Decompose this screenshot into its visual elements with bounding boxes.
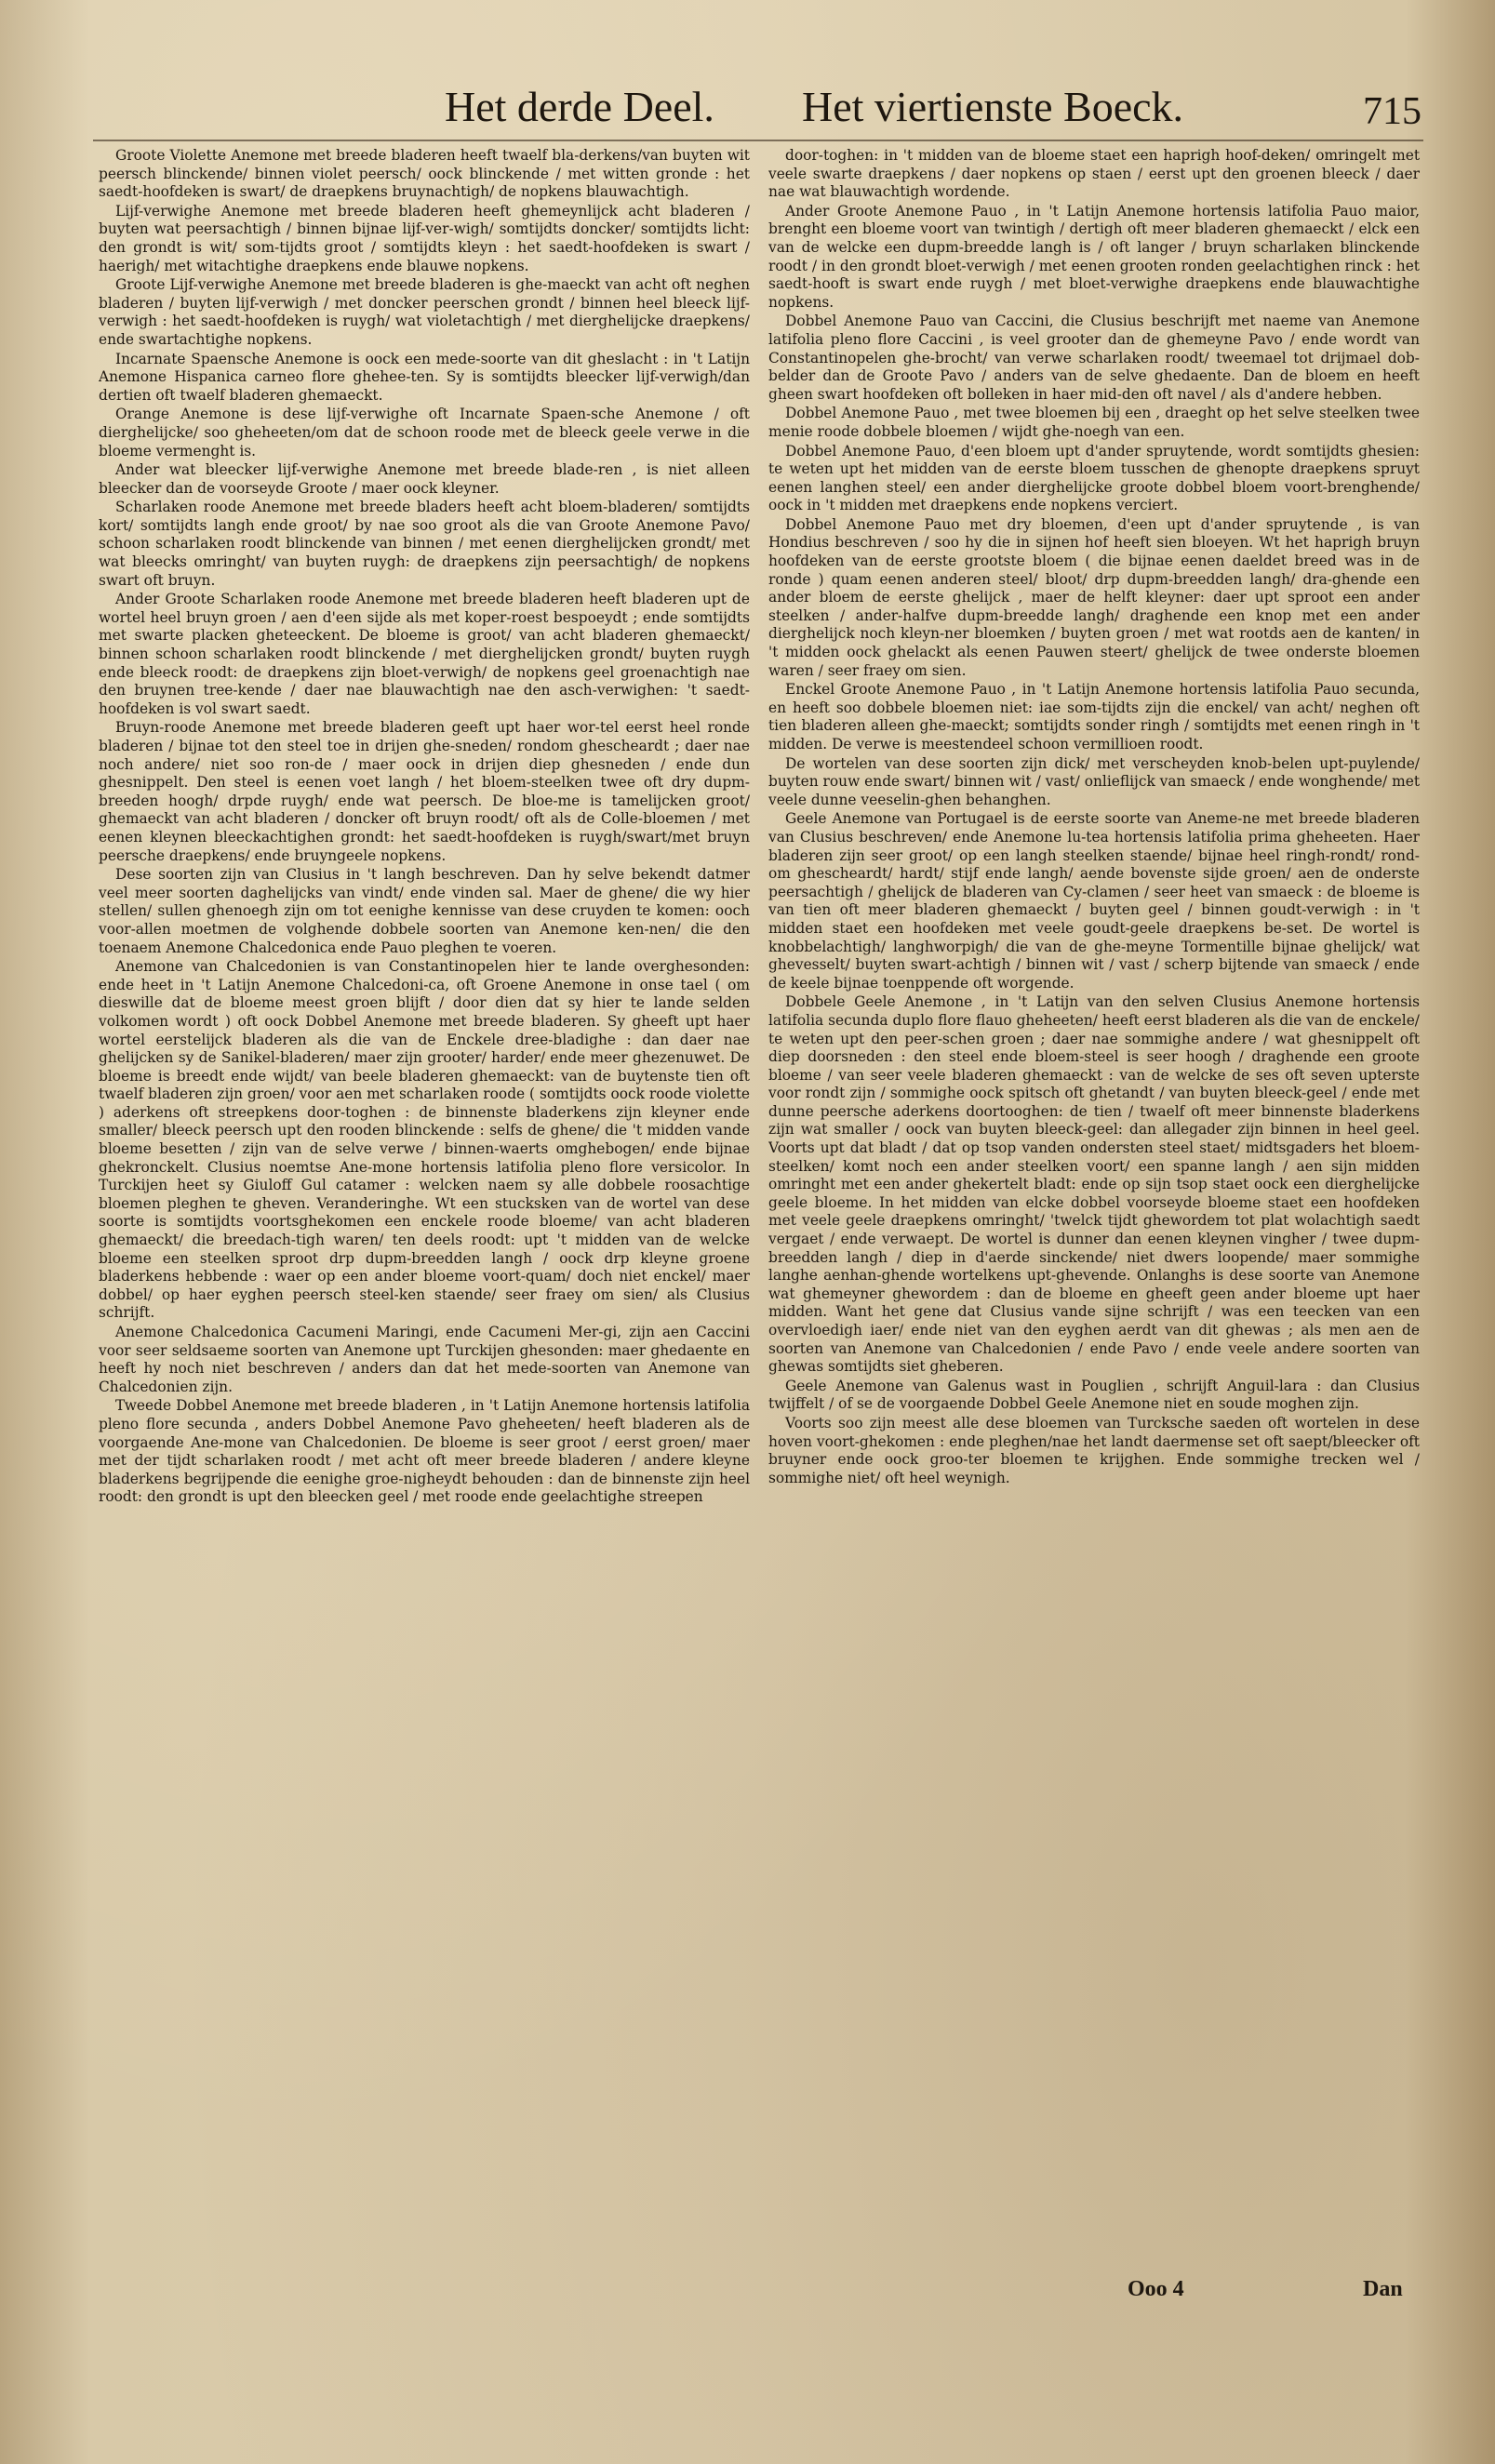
paragraph: Dobbel Anemone Pauo, d'een bloem upt d'ander spruytende, wordt somtijdts ghesien: te weten upt het midden van de eerste bloem tusschen de ghenopte draepkens spruyt eenen langhen steel/ een ander dierghelijcke groote dobbel bloem voort-brenghende/ oock in 't midden met draepkens ende nopkens verciert. xyxy=(768,442,1420,514)
paragraph: Groote Violette Anemone met breede bladeren heeft twaelf bla-derkens/van buyten wit peersch blinckende/ binnen violet peersch/ oock blinckende / met witten gronde : het saedt-hoofdeken is swart/ de draepkens bruynachtigh/ de nopkens blauwachtigh. xyxy=(99,147,750,201)
paragraph: Dobbel Anemone Pauo , met twee bloemen bij een , draeght op het selve steelken twee menie roode dobbele bloemen / wijdt ghe-noegh van een. xyxy=(768,405,1420,440)
catchword: Dan xyxy=(1363,2277,1403,2301)
paragraph: Dobbel Anemone Pauo met dry bloemen, d'een upt d'ander spruytende , is van Hondius beschreven / soo hy die in sijnen hof heeft sien bloeyen. Wt het haprigh bruyn hoofdeken van de eerste grootste bloem ( die bijnae eenen daeldet breed was in de ronde ) quam eenen anderen steel/ bloot/ drp dupm-breedden langh/ dra-ghende een ander bloem de eerste ghelijck , maer de helft kleyner: daer upt sproot een ander steelken / ander-halfve dupm-breedde langh/ draghende een knop met een ander dierghelijck noch kleyn-ner bloemken / buyten groen / met wat rootds aen de kanten/ in 't midden oock ghelackt als eenen Pauwen steert/ ghelijck de twee onderste bloemen waren / seer fraey om sien. xyxy=(768,515,1420,679)
header-rule xyxy=(93,140,1423,141)
paragraph: Enckel Groote Anemone Pauo , in 't Latijn Anemone hortensis latifolia Pauo secunda, en heeft soo dobbele bloemen niet: iae som-tijdts zijn die enckel/ van acht/ neghen oft tien bladeren alleen ghe-maeckt; somtijdts sonder ringh / somtijdts met eenen ringh in 't midden. De verwe is meestendeel schoon vermillioen roodt. xyxy=(768,681,1420,753)
running-head-left: Het derde Deel. xyxy=(445,83,714,130)
paragraph: Dese soorten zijn van Clusius in 't langh beschreven. Dan hy selve bekendt datmer veel meer soorten daghelijcks van vindt/ ende vinden sal. Maer de ghene/ die wy hier stellen/ sullen ghenoegh zijn om tot eenighe kennisse van dese cruyden te komen: ooch voor-allen moetmen de volghende dobbele soorten van Anemone ken-nen/ die den toenaem Anemone Chalcedonica ende Pauo pleghen te voeren. xyxy=(99,866,750,956)
signature-mark: Ooo 4 xyxy=(1128,2277,1184,2301)
paragraph: De wortelen van dese soorten zijn dick/ met verscheyden knob-belen upt-puylende/ buyten rouw ende swart/ binnen wit / vast/ onlieflijck van smaeck / ende wonghende/ met veele dunne veeselin-ghen behanghen. xyxy=(768,754,1420,808)
paragraph: Lijf-verwighe Anemone met breede bladeren heeft ghemeynlijck acht bladeren / buyten wat peersachtigh / binnen bijnae lijf-ver-wigh/ somtijdts doncker/ somtijdts licht: den grondt is wit/ som-tijdts groot / somtijdts kleyn : het saedt-hoofdeken is swart / haerigh/ met witachtighe draepkens ende blauwe nopkens. xyxy=(99,202,750,274)
paragraph: Ander Groote Scharlaken roode Anemone met breede bladeren heeft bladeren upt de wortel heel bruyn groen / aen d'een sijde als met koper-roest bespoeydt ; ende somtijdts met swarte placken gheteeckent. De bloeme is groot/ van acht bladeren ghemaeckt/ binnen schoon scharlaken roodt blinckende / met dierghelijcken grondt/ buyten ruygh ende bleeck roodt: de draepkens zijn bloet-verwigh/ de nopkens geel groenachtigh nae den bruynen tree-kende / daer nae blauwachtigh nae den asch-verwighen: 't saedt-hoofdeken is vol swart saedt. xyxy=(99,591,750,717)
paragraph: Scharlaken roode Anemone met breede bladers heeft acht bloem-bladeren/ somtijdts kort/ somtijdts langh ende groot/ by nae soo groot als die van Groote Anemone Pavo/ schoon scharlaken roodt blinckende van binnen / met eenen dierghelijcken grondt/ met wat bleecks omringht/ van buyten ruygh: de draepkens zijn peersachtigh/ de nopkens swart oft bruyn. xyxy=(99,499,750,589)
page-number: 715 xyxy=(1363,90,1422,133)
page-footer xyxy=(0,2277,1495,2314)
paragraph: Dobbele Geele Anemone , in 't Latijn van den selven Clusius Anemone hortensis latifolia secunda duplo flore flauo gheheeten/ heeft eerst bladeren als die van de enckele/ te weten upt den peer-schen groen ; daer nae sommighe andere / wat ghesnippelt oft diep doorsneden : den steel ende bloem-steel is seer hoogh / draghende een groote bloeme / van seer veele bladeren ghemaeckt : van de welcke de ses oft seven upterste voor rondt zijn / sommighe oock spitsch oft ghetandt / van buyten bleeck-geel / ende met dunne peersche aderkens doortooghen: de tien / twaelf oft meer binnenste bladerkens zijn wat smaller / oock van buyten bleeck-geel: dan allegader zijn binnen in heel geel. Voorts upt dat bladt / dat op tsop vanden ondersten steel staet/ midtsgaders het bloem-steelken/ komt noch een ander steelken voort/ een spanne langh / aen sijn midden omringht met een ander ghekertelt bladt: ende op sijn tsop staet oock een dierghelijcke geele bloeme. In het midden van elcke dobbel voorseyde bloeme staet een hoofdeken met veele geele draepkens omringht/ 'twelck tijdt ghewordem tot plat wolachtigh saedt vergaet / ende verwaept. De wortel is dunner dan eenen kleynen vingher / twee dupm-breedden langh / diep in d'aerde sinckende/ niet dwers loopende/ maer sommighe langhe aenhan-ghende wortelkens upt-ghevende. Onlanghs is dese soorte van Anemone wat ghemeyner ghewordem : dan de bloeme en gheeft geen ander bloeme upt haer midden. Want het gene dat Clusius vande sijne schrijft / was een teecken van een overvloedigh iaer/ ende niet van den eyghen aerdt van dit ghewas ; als men aen de soorten van Anemone van Chalcedonien / ende Pavo / ende veele andere soorten van ghewas somtijdts siet gheberen. xyxy=(768,993,1420,1376)
paragraph: Incarnate Spaensche Anemone is oock een mede-soorte van dit gheslacht : in 't Latijn Anemone Hispanica carneo flore ghehee-ten. Sy is somtijdts bleecker lijf-verwigh/dan dertien oft twaelf bladeren ghemaeckt. xyxy=(99,350,750,404)
left-column xyxy=(99,147,750,2277)
paragraph: Orange Anemone is dese lijf-verwighe oft Incarnate Spaen-sche Anemone / oft dierghelijcke/ soo gheheeten/om dat de schoon roode met de bleeck geele verwe in die bloeme vermenght is. xyxy=(99,406,750,460)
paragraph: Groote Lijf-verwighe Anemone met breede bladeren is ghe-maeckt van acht oft neghen bladeren / buyten lijf-verwigh / met doncker peerschen grondt / binnen heel bleeck lijf-verwigh : het saedt-hoofdeken is ruygh/ wat violetachtigh / met dierghelijcke draepkens/ ende swartachtighe nopkens. xyxy=(99,276,750,348)
right-column xyxy=(768,147,1420,2277)
paragraph: Anemone Chalcedonica Cacumeni Maringi, ende Cacumeni Mer-gi, zijn aen Caccini voor seer seldsaeme soorten van Anemone upt Turckijen ghesonden: maer ghedaente en heeft hy noch niet beschreven / anders dan dat het mede-soorten van Anemone van Chalcedonien zijn. xyxy=(99,1324,750,1395)
running-head-right: Het viertienste Boeck. xyxy=(802,83,1184,130)
paragraph: Geele Anemone van Portugael is de eerste soorte van Aneme-ne met breede bladeren van Clusius beschreven/ ende Anemone lu-tea hortensis latifolia prima gheheeten. Haer bladeren zijn seer groot/ op een langh steelken staende/ bijnae heel ringh-rondt/ rond-om ghescheardt/ hardt/ stijf ende langh/ aende bovenste sijde groen/ aen de onderste peersachtigh / ghelijck de bladeren van Cy-clamen / seer heet van smaeck : de bloeme is van tien oft meer bladeren ghemaeckt / buyten geel / binnen goudt-verwigh : in 't midden staet een hoofdeken met veele goudt-geele draepkens be-set. De wortel is knobbelachtigh/ langhworpigh/ die van de ghe-meyne Tormentille bijnae ghelijck/ wat ghevesselt/ buyten swart-achtigh / binnen wit / vast / scherp bijtende van smaeck / ende de keele bijnae toenppende oft worgende. xyxy=(768,810,1420,992)
paragraph: Tweede Dobbel Anemone met breede bladeren , in 't Latijn Anemone hortensis latifolia pleno flore secunda , anders Dobbel Anemone Pavo gheheeten/ heeft bladeren als de voorgaende Ane-mone van Chalcedonien. De bloeme is seer groot / eerst groen/ maer met der tijdt scharlaken roodt / met acht oft meer breede bladeren / andere kleyne bladerkens begrijpende die eenighe groe-nigheydt behouden : dan de binnenste zijn heel roodt: den grondt is upt den bleecken geel / met roode ende geelachtighe streepen xyxy=(99,1397,750,1506)
paragraph: Geele Anemone van Galenus wast in Pouglien , schrijft Anguil-lara : dan Clusius twijffelt / of se de voorgaende Dobbel Geele Anemone niet en soude moghen zijn. xyxy=(768,1377,1420,1413)
paragraph: door-toghen: in 't midden van de bloeme staet een haprigh hoof-deken/ omringelt met veele swarte draepkens / daer nopkens op staen / eerst upt den groenen bleeck / daer nae wat blauwachtigh wordende. xyxy=(768,147,1420,201)
paragraph: Dobbel Anemone Pauo van Caccini, die Clusius beschrijft met naeme van Anemone latifolia pleno flore Caccini , is veel grooter dan de ghemeyne Pavo / ende wordt van Constantinopelen ghe-brocht/ van verwe scharlaken roodt/ tweemael tot drijmael dob-belder dan de Groote Pavo / anders van de selve ghedaente. Dan de bloem en heeft gheen swart hoofdeken oft bolleken in haer mid-den oft navel / als d'andere hebben. xyxy=(768,313,1420,403)
paragraph: Ander wat bleecker lijf-verwighe Anemone met breede blade-ren , is niet alleen bleecker dan de voorseyde Groote / maer oock kleyner. xyxy=(99,461,750,497)
paragraph: Anemone van Chalcedonien is van Constantinopelen hier te lande overghesonden: ende heet in 't Latijn Anemone Chalcedoni-ca, oft Groene Anemone in onse tael ( om dieswille dat de bloeme meest groen blijft / door dien dat sy hier te lande selden volkomen wordt ) oft oock Dobbel Anemone met breede bladeren. Sy gheeft upt haer wortel eerstelijck bladeren als die van de Enckele dree-bladighe : dan daer nae ghelijcken sy de Sanikel-bladeren/ maer zijn grooter/ harder/ ende meer ghezenuwet. De bloeme is breedt ende wijdt/ van beele bladeren ghemaeckt: van de buytenste tien oft twaelf bladeren zijn groen/ voor aen met scharlaken roode ( somtijdts oock roode violette ) aderkens oft streepkens door-toghen : de binnenste bladerkens zijn kleyner ende smaller/ bleeck peersch upt den rooden blinckende : selfs de ghene/ die 't midden vande bloeme besetten / zijn van de selve verwe / binnen-waerts omghebogen/ ende bijnae ghekronckelt. Clusius noemtse Ane-mone hortensis latifolia pleno flore versicolor. In Turckijen heet sy Giuloff Gul catamer : welcken naem sy alle dobbele roosachtige bloemen pleghen te gheven. Veranderinghe. Wt een stucksken van de wortel van dese soorte is somtijdts voortsghekomen een enckele roode bloeme/ van acht bladeren ghemaeckt/ die breedach-tigh waren/ ten deels roodt: upt 't midden van de welcke bloeme een steelken sproot drp dupm-breedden langh / oock drp kleyne groene bladerkens hebbende : waer op een ander bloeme voort-quam/ doch niet enckel/ maer dobbel/ op haer eyghen peersch steel-ken staende/ seer fraey om sien/ als Clusius schrijft. xyxy=(99,958,750,1322)
running-head xyxy=(0,82,1495,141)
paragraph: Ander Groote Anemone Pauo , in 't Latijn Anemone hortensis latifolia Pauo maior, brenght een bloeme voort van twintigh / dertigh oft meer bladeren ghemaeckt / elck een van de welcke een dupm-breedde langh is / oft langer / bruyn scharlaken blinckende roodt / in den grondt bloet-verwigh / met eenen grooten ronden geelachtighen rinck : het saedt-hooft is swart ende ruygh / met bloet-verwighe draepkens ende blauwachtighe nopkens. xyxy=(768,202,1420,311)
paragraph: Voorts soo zijn meest alle dese bloemen van Turcksche saeden oft wortelen in dese hoven voort-ghekomen : ende pleghen/nae het landt daermense set oft saept/bleecker oft bruyner ende oock groo-ter bloemen te krijghen. Ende sommighe trecken wel / sommighe niet/ oft heel weynigh. xyxy=(768,1414,1420,1486)
paragraph: Bruyn-roode Anemone met breede bladeren geeft upt haer wor-tel eerst heel ronde bladeren / bijnae tot den steel toe in drijen ghe-sneden/ rondom ghescheardt ; daer nae noch andere/ niet soo ron-de / maer oock in drijen diep ghesneden / ende dun ghesnippelt. Den steel is eenen voet langh / het bloem-steelken twee oft dry dupm-breeden hoogh/ drpde ruygh/ ende wat peersch. De bloe-me is tamelijcken groot/ ghemaeckt van acht bladeren / doncker oft bruyn roodt/ oft als de Colle-bloemen / met eenen kleynen bleeckachtighen grondt: het saedt-hoofdeken is ruygh/swart/met bruyn peersche draepkens/ ende bruyngeele nopkens. xyxy=(99,719,750,864)
